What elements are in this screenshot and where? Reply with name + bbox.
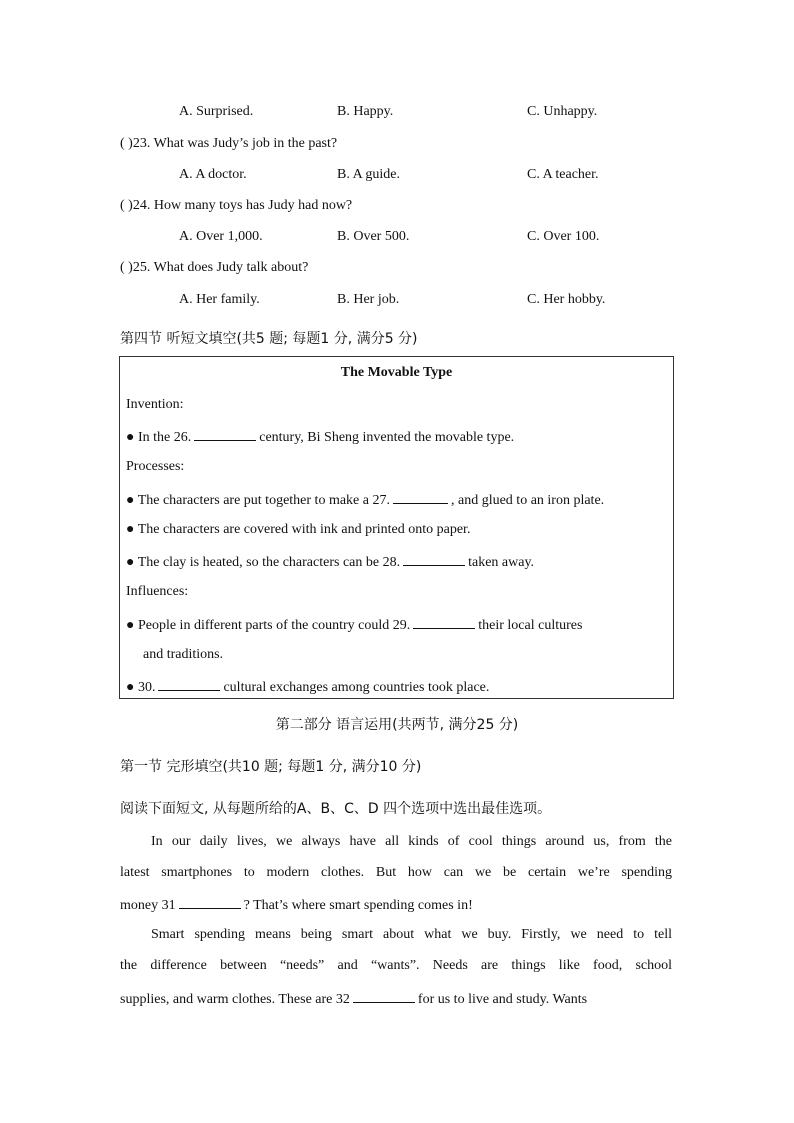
box-title: The Movable Type (340, 365, 453, 380)
instructions: 阅读下面短文, 从每题所给的A、B、C、D 四个选项中选出最佳选项。 (120, 801, 552, 817)
blank-line-28: ● The clay is heated, so the characters can be 28. taken away. (126, 555, 535, 570)
ink-line: ● The characters are covered with ink and printed onto paper. (126, 522, 471, 537)
question-text: 25. What does Judy talk about? (132, 260, 309, 275)
blank-line-29-continued: and traditions. (143, 647, 224, 662)
blank-29 (413, 616, 475, 629)
answer-paren: ( ) (120, 136, 133, 151)
blank-27 (393, 491, 448, 504)
q23-option-a: A. A doctor. (179, 167, 247, 182)
section-4-heading: 第四节 听短文填空(共5 题; 每题1 分, 满分5 分) (120, 331, 418, 347)
blank-30 (158, 678, 220, 691)
section-1-heading: 第一节 完形填空(共10 题; 每题1 分, 满分10 分) (120, 759, 422, 775)
question-23 (120, 136, 337, 152)
q23-option-b: B. A guide. (337, 167, 401, 182)
question-25 (120, 260, 308, 276)
processes-label: Processes: (126, 459, 185, 474)
blank-31 (179, 896, 241, 909)
blank-line-30: ● 30. cultural exchanges among countries took place. (126, 680, 490, 695)
answer-paren: ( ) (120, 198, 133, 213)
answer-paren: ( ) (120, 260, 133, 275)
q25-option-c: C. Her hobby. (527, 292, 606, 307)
blank-28 (403, 553, 465, 566)
part-2-heading: 第二部分 语言运用(共两节, 满分25 分) (275, 717, 519, 733)
question-text: 23. What was Judy’s job in the past? (132, 136, 338, 151)
movable-type-box (119, 356, 674, 699)
question-24 (120, 198, 352, 214)
passage-line-5: the difference between “needs” and “wants”. Needs are things like food, school (120, 958, 672, 973)
q22-option-c: C. Unhappy. (527, 104, 598, 119)
influences-label: Influences: (126, 584, 189, 599)
passage-line-1: In our daily lives, we always have all kinds of cool things around us, from the (151, 834, 672, 849)
blank-26 (194, 428, 256, 441)
blank-line-26: ● In the 26. century, Bi Sheng invented the movable type. (126, 430, 515, 445)
passage-line-2: latest smartphones to modern clothes. But how can we be certain we’re spending (120, 865, 672, 880)
invention-label: Invention: (126, 397, 184, 412)
blank-32 (353, 990, 415, 1003)
q24-option-b: B. Over 500. (337, 229, 410, 244)
question-text: 24. How many toys has Judy had now? (132, 198, 353, 213)
q23-option-c: C. A teacher. (527, 167, 599, 182)
q22-option-a: A. Surprised. (179, 104, 254, 119)
q24-option-c: C. Over 100. (527, 229, 600, 244)
passage-line-6: supplies, and warm clothes. These are 32 for us to live and study. Wants (120, 992, 588, 1007)
q24-option-a: A. Over 1,000. (179, 229, 263, 244)
passage-line-3: money 31 ? That’s where smart spending comes in! (120, 898, 473, 913)
blank-line-29: ● People in different parts of the country could 29. their local cultures (126, 618, 583, 633)
passage-line-4: Smart spending means being smart about what we buy. Firstly, we need to tell (151, 927, 672, 942)
q25-option-a: A. Her family. (179, 292, 260, 307)
q22-option-b: B. Happy. (337, 104, 394, 119)
blank-line-27: ● The characters are put together to make a 27. , and glued to an iron plate. (126, 493, 605, 508)
q25-option-b: B. Her job. (337, 292, 400, 307)
